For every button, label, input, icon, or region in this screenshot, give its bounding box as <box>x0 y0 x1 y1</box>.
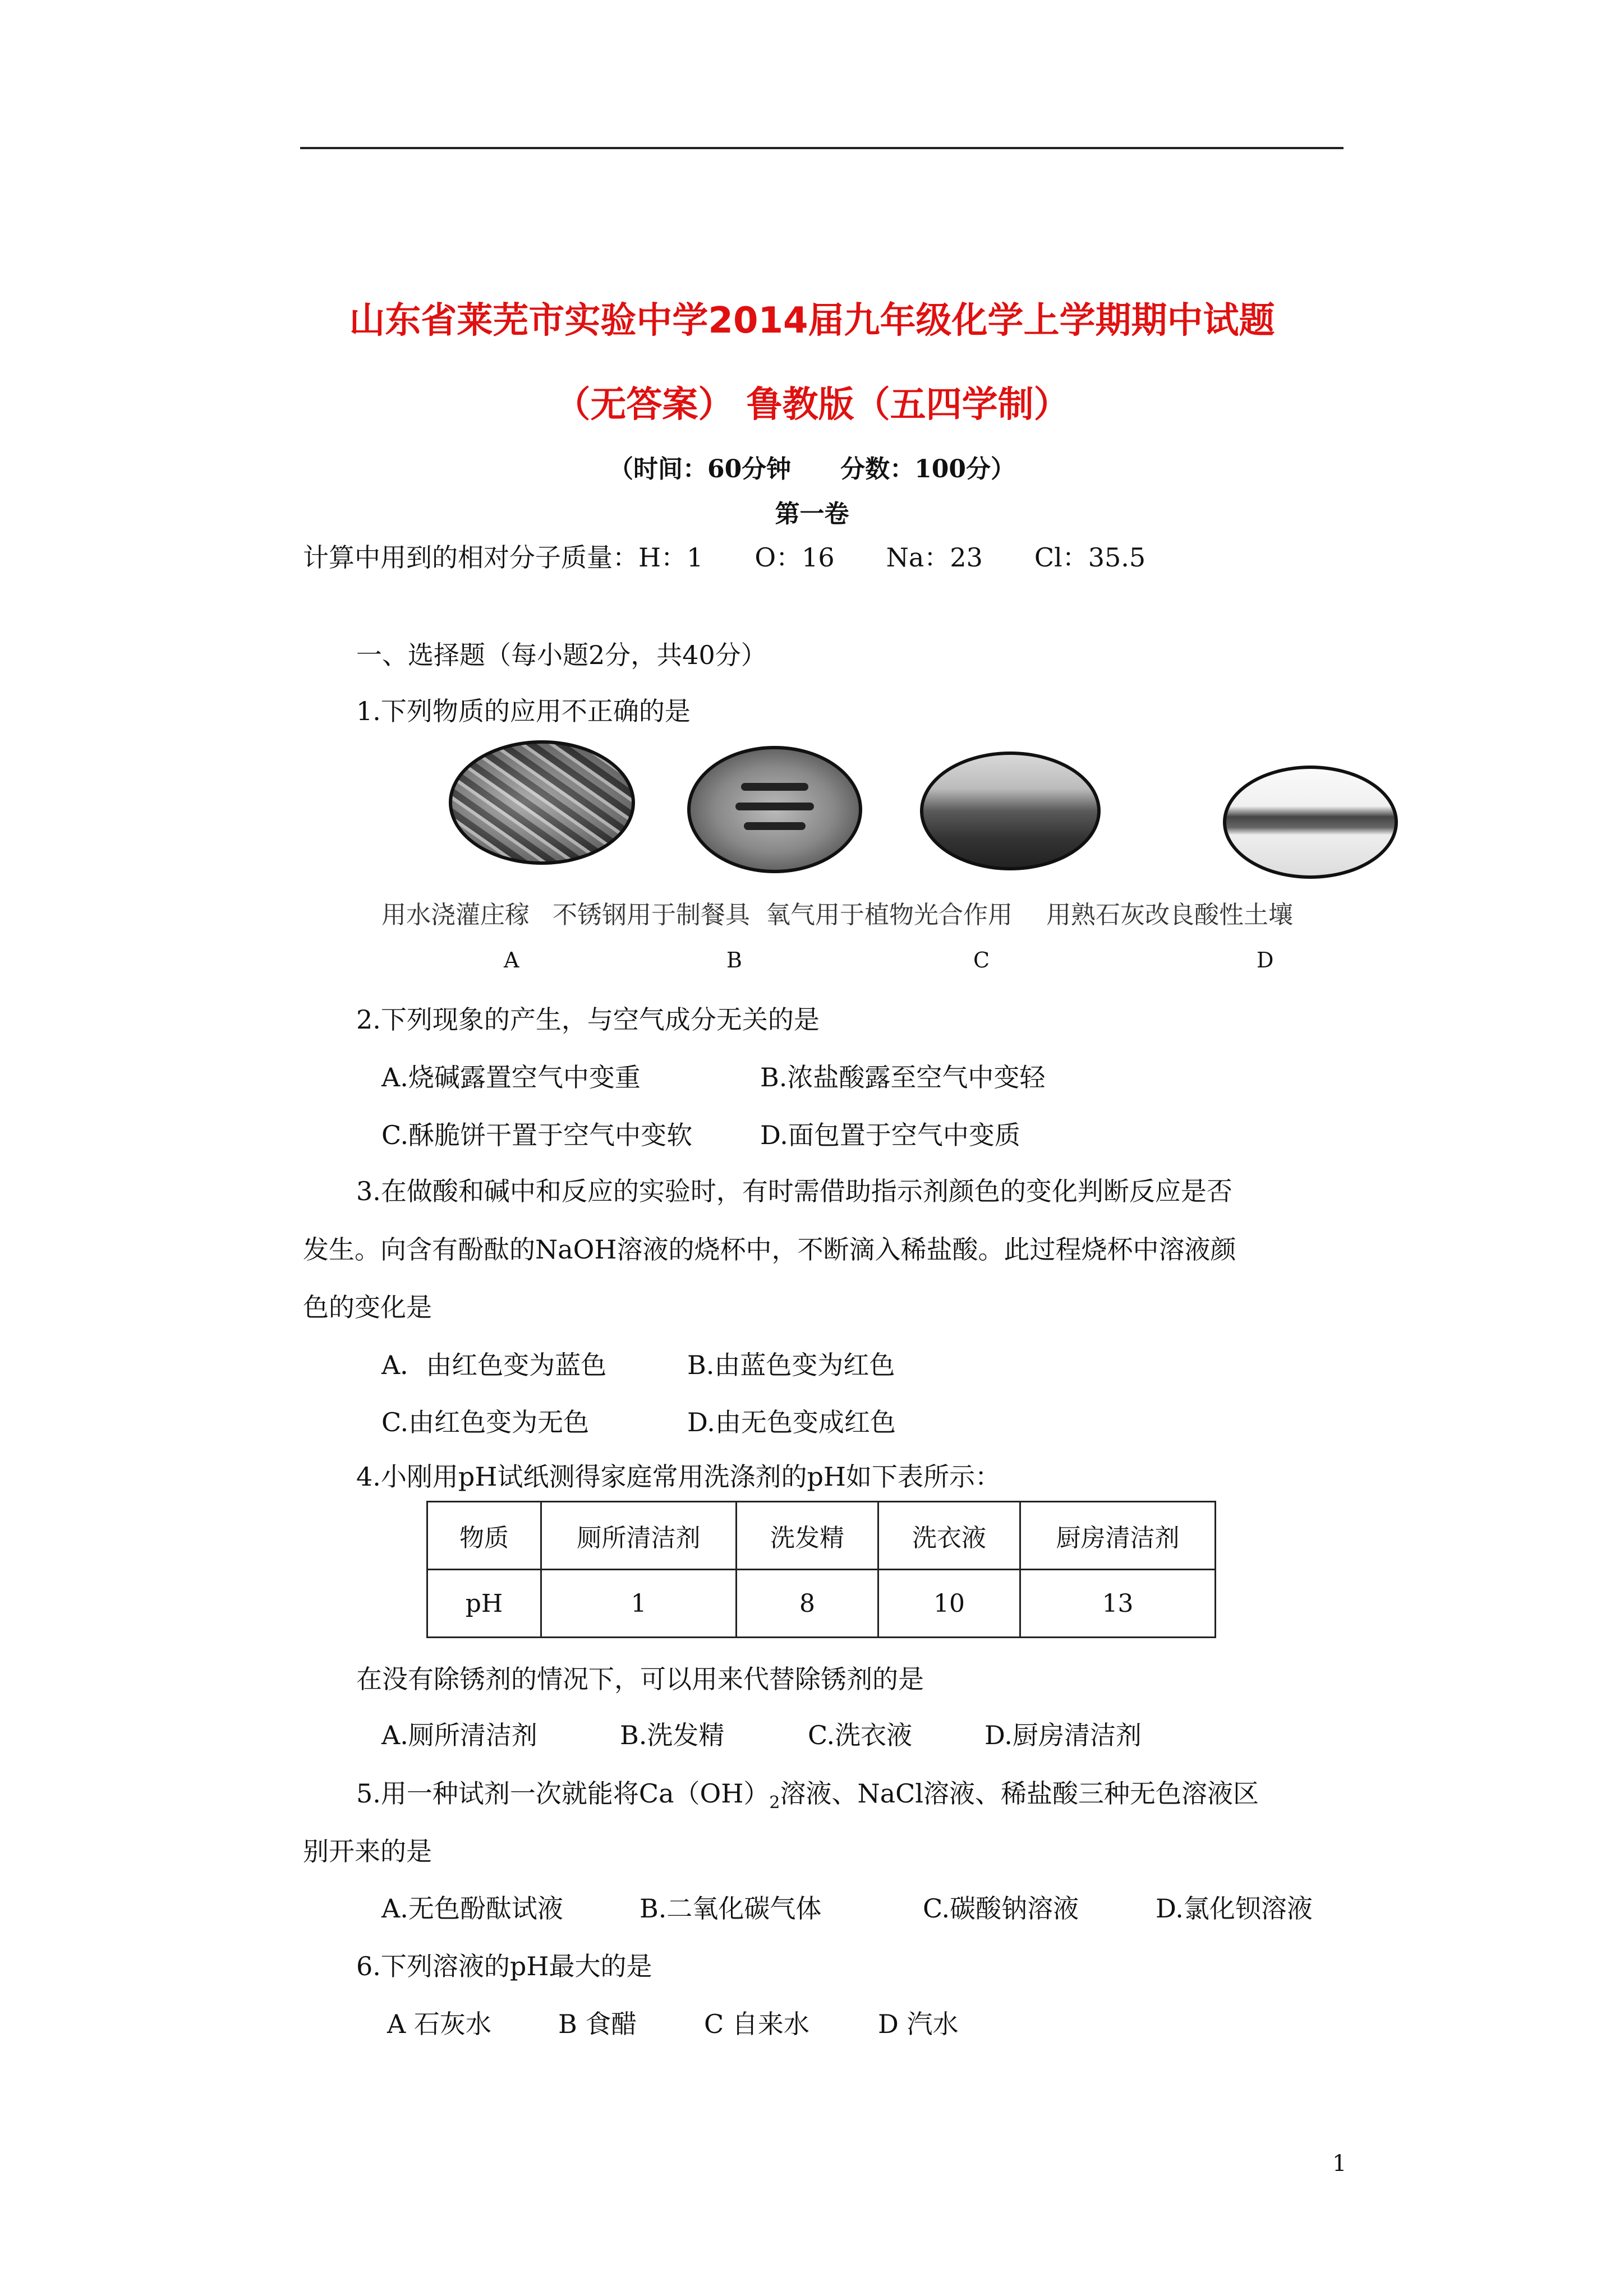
table-cell: 8 <box>737 1570 878 1638</box>
spoon-icon <box>744 822 806 830</box>
caption-c: 氧气用于植物光合作用 <box>766 901 1013 929</box>
table-cell: 洗发精 <box>737 1502 878 1570</box>
question-5-stem-line-1 <box>356 1773 1259 1813</box>
q5-option-d: D.氯化钡溶液 <box>1156 1893 1313 1924</box>
caption-a: 用水浇灌庄稼 <box>381 901 530 929</box>
fork-icon <box>741 783 808 791</box>
table-cell: 1 <box>541 1570 737 1638</box>
knife-icon <box>735 803 814 810</box>
question-5-stem-line-2: 别开来的是 <box>303 1836 432 1866</box>
photo-plant-photosynthesis <box>920 751 1101 870</box>
question-2-stem: 2.下列现象的产生，与空气成分无关的是 <box>356 1004 820 1035</box>
q3-option-a: A．由红色变为蓝色 <box>381 1350 607 1380</box>
q3-option-c: C.由红色变为无色 <box>381 1407 590 1437</box>
q5-subscript: 2 <box>769 1793 780 1813</box>
table-cell: 厨房清洁剂 <box>1020 1502 1216 1570</box>
q5-stem-part-a: 5.用一种试剂一次就能将Ca（OH） <box>356 1778 770 1809</box>
q3-option-d: D.由无色变成红色 <box>687 1407 896 1437</box>
q4-option-b: B.洗发精 <box>620 1720 725 1750</box>
header-rule <box>300 147 1344 149</box>
letter-d: D <box>1257 948 1274 972</box>
q2-option-c: C.酥脆饼干置于空气中变软 <box>381 1120 693 1150</box>
volume-label: 第一卷 <box>775 500 849 528</box>
question-4-follow: 在没有除锈剂的情况下，可以用来代替除锈剂的是 <box>356 1664 924 1694</box>
q3-option-b: B.由蓝色变为红色 <box>687 1350 895 1380</box>
question-4-stem: 4.小刚用pH试纸测得家庭常用洗涤剂的pH如下表所示： <box>356 1461 1001 1492</box>
q6-option-a: A 石灰水 <box>387 2009 491 2039</box>
question-6-stem: 6.下列溶液的pH最大的是 <box>356 1951 652 1981</box>
photo-soil-improvement <box>1223 766 1398 879</box>
ph-table-value-row <box>427 1570 1216 1638</box>
q4-option-c: C.洗衣液 <box>808 1720 913 1750</box>
q4-option-a: A.厕所清洁剂 <box>381 1720 537 1750</box>
ph-table-header-row <box>427 1502 1216 1570</box>
letter-c: C <box>973 948 990 972</box>
q4-option-d: D.厨房清洁剂 <box>984 1720 1142 1750</box>
q6-option-c: C 自来水 <box>704 2009 809 2039</box>
table-cell: pH <box>427 1570 541 1638</box>
question-3-stem-line-2: 发生。向含有酚酞的NaOH溶液的烧杯中，不断滴入稀盐酸。此过程烧杯中溶液颜 <box>303 1234 1236 1265</box>
q2-option-a: A.烧碱露置空气中变重 <box>381 1062 641 1092</box>
table-cell: 物质 <box>427 1502 541 1570</box>
q5-option-c: C.碳酸钠溶液 <box>923 1893 1079 1924</box>
page-number: 1 <box>1332 2151 1347 2177</box>
letter-b: B <box>726 948 742 972</box>
question-1-stem: 1.下列物质的应用不正确的是 <box>356 696 691 726</box>
q5-option-a: A.无色酚酞试液 <box>381 1893 563 1924</box>
caption-b: 不锈钢用于制餐具 <box>553 901 750 929</box>
question-3-stem-line-1: 3.在做酸和碱中和反应的实验时，有时需借助指示剂颜色的变化判断反应是否 <box>356 1176 1232 1206</box>
photo-watering-crops <box>449 740 635 865</box>
q2-option-b: B.浓盐酸露至空气中变轻 <box>760 1062 1046 1092</box>
table-cell: 13 <box>1020 1570 1216 1638</box>
time-score: （时间：60分钟 分数：100分） <box>608 455 1016 483</box>
table-cell: 洗衣液 <box>878 1502 1020 1570</box>
title-line-1: 山东省莱芜市实验中学2014届九年级化学上学期期中试题 <box>349 300 1275 342</box>
q6-option-b: B 食醋 <box>558 2009 637 2039</box>
q5-option-b: B.二氧化碳气体 <box>640 1893 822 1924</box>
q5-stem-part-b: 溶液、NaCl溶液、稀盐酸三种无色溶液区 <box>780 1778 1259 1809</box>
q2-option-d: D.面包置于空气中变质 <box>760 1120 1020 1150</box>
table-cell: 10 <box>878 1570 1020 1638</box>
question-3-stem-line-3: 色的变化是 <box>303 1292 432 1322</box>
photo-stainless-cutlery <box>687 746 862 873</box>
section-heading: 一、选择题（每小题2分，共40分） <box>356 640 767 670</box>
table-cell: 厕所清洁剂 <box>541 1502 737 1570</box>
molar-mass-note: 计算中用到的相对分子质量：H：1 O：16 Na：23 Cl：35.5 <box>303 542 1146 573</box>
title-line-2: （无答案） 鲁教版（五四学制） <box>554 384 1070 426</box>
caption-d: 用熟石灰改良酸性土壤 <box>1046 901 1293 929</box>
letter-a: A <box>504 948 519 972</box>
ph-table <box>426 1501 1216 1638</box>
q6-option-d: D 汽水 <box>878 2009 959 2039</box>
